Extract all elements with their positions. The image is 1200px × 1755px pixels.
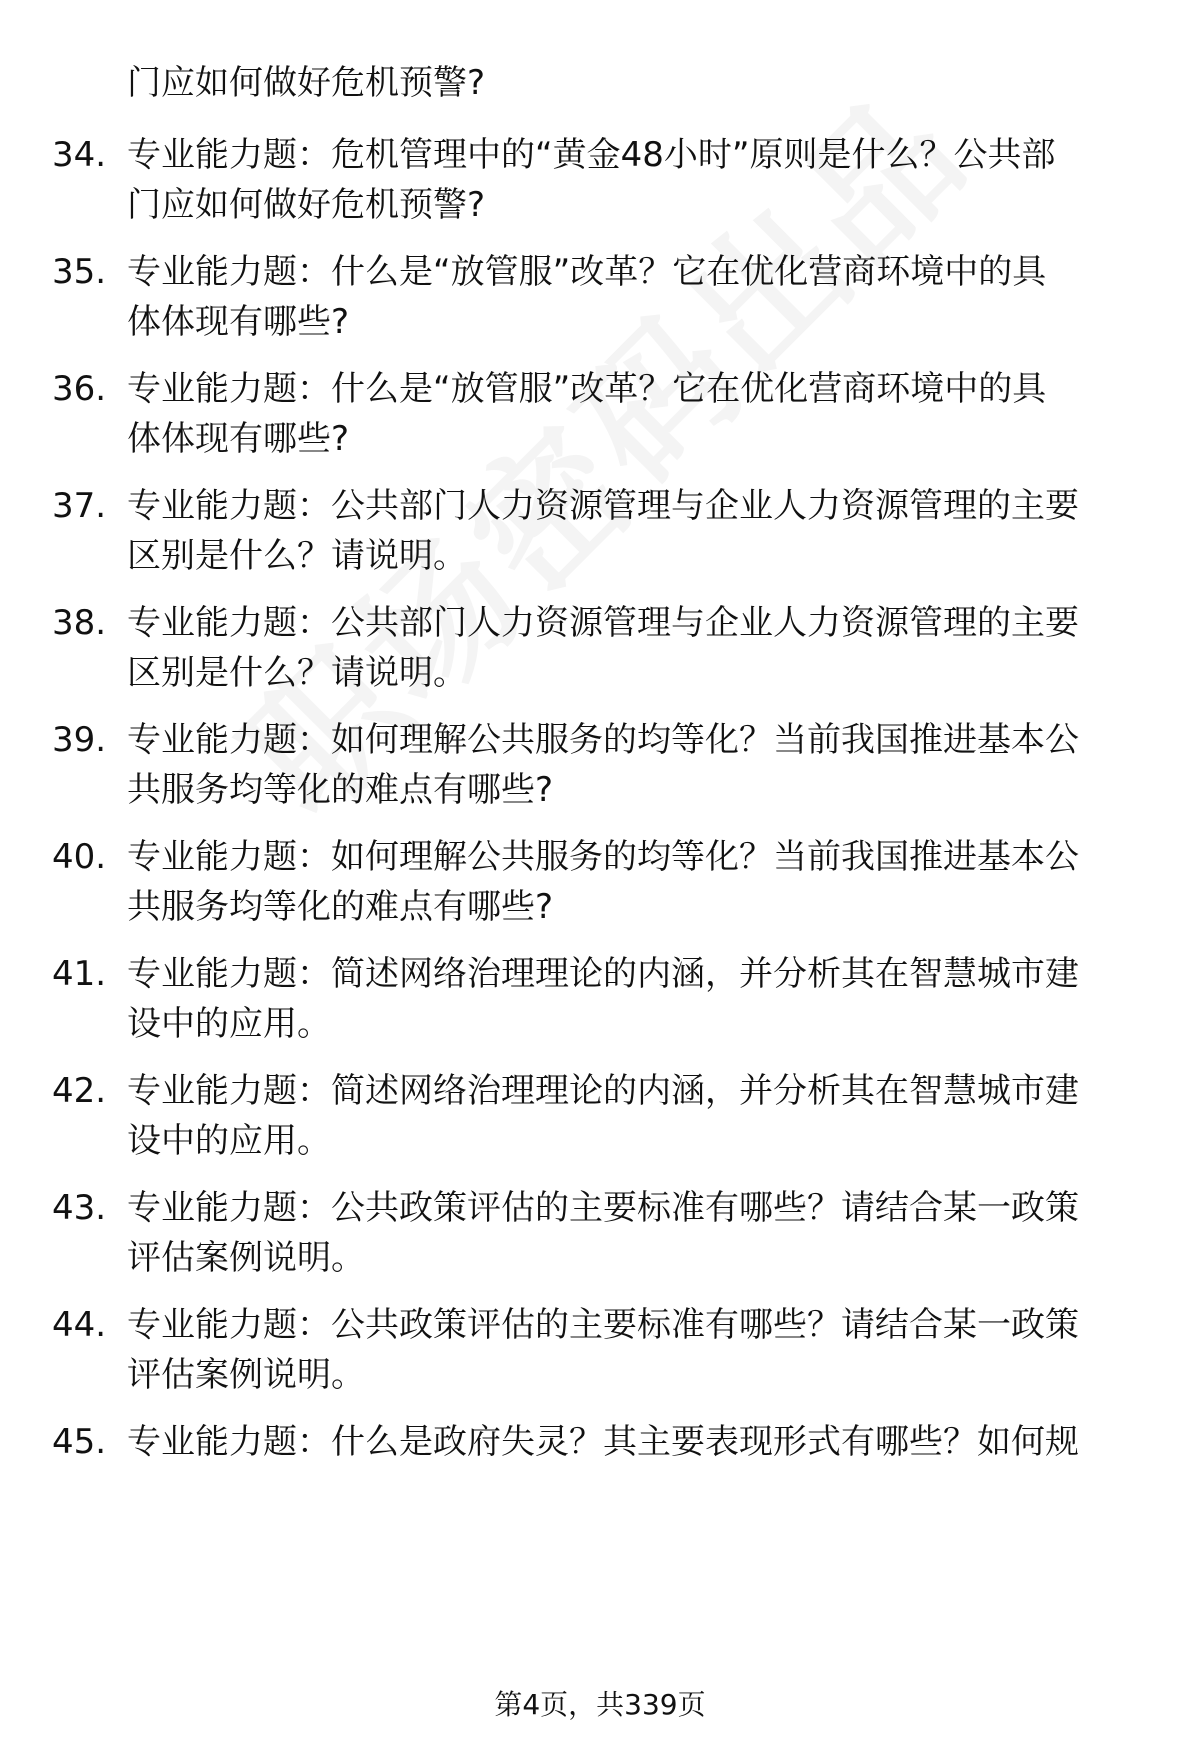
question-text (127, 1066, 1127, 1166)
question-number: 45. (52, 1422, 107, 1462)
question-line-1: 专业能力题：什么是“放管服”改革？它在优化营商环境中的具 (127, 252, 1047, 292)
question-line-2: 区别是什么？请说明。 (127, 536, 467, 576)
question-number: 35. (52, 252, 107, 292)
question-text (127, 1417, 1127, 1467)
question-line-2: 体体现有哪些? (127, 419, 350, 459)
question-text (127, 598, 1127, 698)
question-number: 41. (52, 954, 107, 994)
question-line-2: 设中的应用。 (127, 1004, 331, 1044)
question-number: 37. (52, 486, 107, 526)
question-number: 43. (52, 1188, 107, 1228)
question-line-2: 门应如何做好危机预警? (127, 185, 486, 225)
question-line-2: 评估案例说明。 (127, 1238, 365, 1278)
question-text (127, 715, 1127, 815)
question-text (127, 481, 1127, 581)
continuation-text: 门应如何做好危机预警? (127, 63, 486, 103)
question-number: 36. (52, 369, 107, 409)
question-text (127, 247, 1127, 347)
question-line-1: 专业能力题：公共政策评估的主要标准有哪些？请结合某一政策 (127, 1305, 1079, 1345)
question-line-1: 专业能力题：简述网络治理理论的内涵，并分析其在智慧城市建 (127, 1071, 1079, 1111)
question-line-1: 专业能力题：如何理解公共服务的均等化？当前我国推进基本公 (127, 720, 1079, 760)
question-line-1: 专业能力题：公共部门人力资源管理与企业人力资源管理的主要 (127, 486, 1079, 526)
question-text (127, 949, 1127, 1049)
question-line-2: 评估案例说明。 (127, 1355, 365, 1395)
page-footer: 第4页，共339页 (494, 1688, 706, 1721)
question-line-2: 设中的应用。 (127, 1121, 331, 1161)
question-number: 34. (52, 135, 107, 175)
question-number: 42. (52, 1071, 107, 1111)
question-text (127, 832, 1127, 932)
question-text (127, 1300, 1127, 1400)
question-line-2: 区别是什么？请说明。 (127, 653, 467, 693)
question-line-1: 专业能力题：什么是“放管服”改革？它在优化营商环境中的具 (127, 369, 1047, 409)
question-number: 39. (52, 720, 107, 760)
question-number: 38. (52, 603, 107, 643)
question-line-1: 专业能力题：公共政策评估的主要标准有哪些？请结合某一政策 (127, 1188, 1079, 1228)
question-text (127, 364, 1127, 464)
question-number: 44. (52, 1305, 107, 1345)
question-number: 40. (52, 837, 107, 877)
question-line-1: 专业能力题：公共部门人力资源管理与企业人力资源管理的主要 (127, 603, 1079, 643)
question-line-2: 共服务均等化的难点有哪些? (127, 887, 554, 927)
question-text (127, 130, 1127, 230)
question-line-1: 专业能力题：简述网络治理理论的内涵，并分析其在智慧城市建 (127, 954, 1079, 994)
question-line-2: 体体现有哪些? (127, 302, 350, 342)
question-line-1: 专业能力题：什么是政府失灵？其主要表现形式有哪些？如何规 (127, 1422, 1079, 1462)
question-line-2: 共服务均等化的难点有哪些? (127, 770, 554, 810)
question-line-1: 专业能力题：如何理解公共服务的均等化？当前我国推进基本公 (127, 837, 1079, 877)
question-line-1: 专业能力题：危机管理中的“黄金48小时”原则是什么？公共部 (127, 135, 1056, 175)
question-text (127, 1183, 1127, 1283)
